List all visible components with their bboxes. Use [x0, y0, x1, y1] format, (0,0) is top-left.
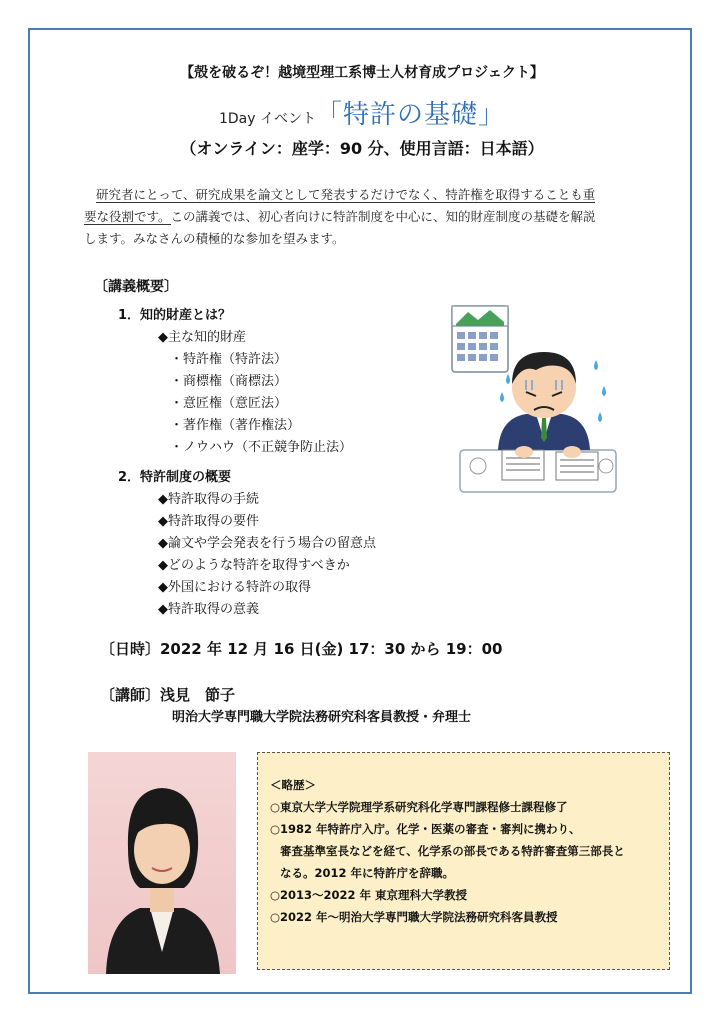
patent-item: ◆論文や学会発表を行う場合の留意点 — [158, 536, 376, 551]
bio-line: ○2022 年～明治大学専門職大学院法務研究科客員教授 — [270, 910, 558, 924]
patent-item: ◆特許取得の意義 — [158, 602, 259, 617]
event-title: 「特許の基礎」 — [316, 100, 506, 130]
lecturer-name: 〔講師〕浅見 節子 — [100, 686, 236, 704]
bio-line: ○2013～2022 年 東京理科大学教授 — [270, 888, 468, 902]
bio-line: なる。2012 年に特許庁を辞職。 — [280, 866, 455, 880]
calendar-icon — [452, 306, 508, 372]
patent-item: ◆どのような特許を取得すべきか — [158, 558, 350, 573]
bio-line: ○1982 年特許庁入庁。化学・医薬の審査・審判に携わり、 — [270, 822, 581, 836]
event-datetime: 〔日時〕2022 年 12 月 16 日(金) 17：30 から 19：00 — [100, 640, 503, 658]
section1-title: 1．知的財産とは？ — [118, 308, 232, 323]
lecturer-bio — [257, 752, 670, 970]
bio-heading: ＜略歴＞ — [270, 778, 316, 792]
ip-item: ・商標権（商標法） — [170, 374, 288, 389]
intro-underlined-2: 要な役割です。 — [84, 209, 171, 224]
event-prefix: 1Day イベント — [218, 111, 316, 127]
studying-person-illustration — [446, 300, 626, 500]
ip-item: ・著作権（著作権法） — [170, 418, 301, 433]
ip-item: ・意匠権（意匠法） — [170, 396, 288, 411]
lecturer-affiliation: 明治大学専門職大学院法務研究科客員教授・弁理士 — [172, 710, 472, 725]
patent-item: ◆特許取得の手続 — [158, 492, 259, 507]
patent-item: ◆外国における特許の取得 — [158, 580, 311, 595]
bio-line: ○東京大学大学院理学系研究科化学専門課程修士課程修了 — [270, 800, 568, 814]
lecturer-photo — [88, 752, 236, 974]
project-title: 【殻を破るぞ！越境型理工系博士人材育成プロジェクト】 — [180, 65, 544, 81]
outline-heading: 〔講義概要〕 — [94, 279, 178, 295]
intro-text-3: この講義では、初心者向けに特許制度を中心に、知的財産制度の基礎を解説 — [170, 209, 596, 224]
section1-sub: ◆主な知的財産 — [158, 330, 246, 345]
intro-underlined-1: 研究者にとって、研究成果を論文として発表するだけでなく、特許権を取得することも重 — [96, 187, 596, 202]
section2-title: 2．特許制度の概要 — [118, 470, 232, 485]
intro-paragraph — [84, 184, 644, 250]
bio-line: 審査基準室長などを経て、化学系の部長である特許審査第三部長と — [280, 844, 625, 858]
ip-item: ・特許権（特許法） — [170, 352, 288, 367]
event-format: （オンライン：座学：90 分、使用言語：日本語） — [180, 139, 544, 158]
intro-text-4: します。みなさんの積極的な参加を望みます。 — [84, 231, 345, 246]
patent-item: ◆特許取得の要件 — [158, 514, 259, 529]
ip-item: ・ノウハウ（不正競争防止法） — [170, 440, 353, 455]
event-title-line — [0, 94, 724, 131]
